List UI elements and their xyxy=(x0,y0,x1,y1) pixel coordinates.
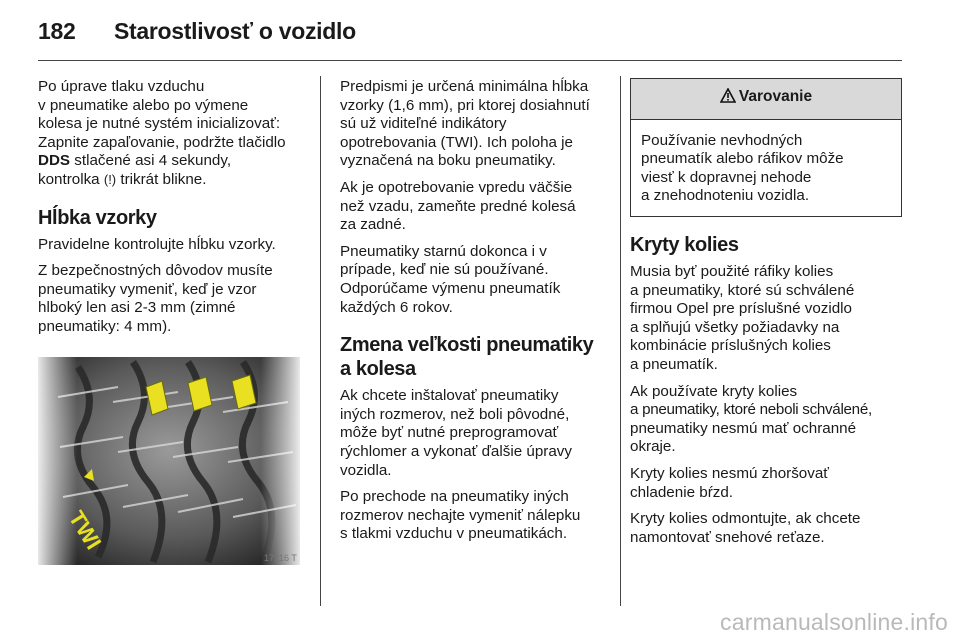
column-middle xyxy=(340,78,612,552)
text-line: opotrebovania (TWI). Ich poloha je xyxy=(340,133,573,151)
text-line: a splňujú všetky požiadavky na xyxy=(630,318,840,336)
page-number: 182 xyxy=(38,18,76,44)
heading-line: a kolesa xyxy=(340,358,416,381)
text-line: Kryty kolies odmontujte, ak chcete xyxy=(630,510,861,528)
text-line: Ak chcete inštalovať pneumatiky xyxy=(340,387,559,405)
figure-code: 17216 T xyxy=(264,552,297,563)
watermark: carmanualsonline.info xyxy=(720,609,948,635)
text-line: prípade, keď nie sú používané. xyxy=(340,261,549,279)
page-title: Starostlivosť o vozidlo xyxy=(114,18,356,44)
text-line: a pneumatiky, ktoré sú schválené xyxy=(630,281,855,299)
text-line: Ak je opotrebovanie vpredu väčšie xyxy=(340,178,573,196)
paragraph-unapproved xyxy=(630,383,902,457)
text-line: pneumatík alebo ráfikov môže xyxy=(641,150,844,168)
paragraph-replace xyxy=(38,262,310,336)
tire-pressure-warning-icon: (!) xyxy=(103,171,117,187)
text-line: Kryty kolies nesmú zhoršovať xyxy=(630,464,829,482)
paragraph-min-depth xyxy=(340,78,612,171)
dds-button-label: DDS xyxy=(38,152,71,170)
text-line: Z bezpečnostných dôvodov musíte xyxy=(38,262,273,280)
text-line: Predpismi je určená minimálna hĺbka xyxy=(340,78,589,95)
tire-tread-illustration xyxy=(38,357,300,565)
page-header xyxy=(38,18,356,45)
text-fragment: trikrát blikne. xyxy=(116,170,207,188)
twi-label: TWI xyxy=(63,505,107,554)
text-line: a znehodnoteniu vozidla. xyxy=(641,187,810,205)
text-line: okraje. xyxy=(630,438,676,456)
text-line: pneumatiky vymeniť, keď je vzor xyxy=(38,280,257,298)
paragraph-snow-chains xyxy=(630,510,902,547)
heading-line: Zmena veľkosti pneumatiky xyxy=(340,334,594,357)
text-line: a pneumatiky, ktoré neboli schválené, xyxy=(630,401,872,419)
text-line: vozidla. xyxy=(340,461,392,479)
header-rule xyxy=(38,60,902,61)
text-line: kolesa je nutné systém inicializovať: xyxy=(38,115,281,133)
text-line: kombinácie príslušných kolies xyxy=(630,337,831,355)
text-line: Musia byť použité ráfiky kolies xyxy=(630,262,834,280)
warning-title: Varovanie xyxy=(738,88,813,105)
heading-wheel-covers: Kryty kolies xyxy=(630,233,739,256)
text-line: Pneumatiky starnú dokonca i v xyxy=(340,242,547,260)
text-line: iných rozmerov, než boli pôvodné, xyxy=(340,405,570,423)
text-line: s tlakmi vzduchu v pneumatikách. xyxy=(340,525,568,543)
column-divider-left xyxy=(320,76,321,606)
text-line: každých 6 rokov. xyxy=(340,298,453,316)
paragraph-init xyxy=(38,78,310,190)
column-right xyxy=(630,78,902,555)
text-line: pneumatiky: 4 mm). xyxy=(38,317,172,335)
text-line: môže byť nutné preprogramovať xyxy=(340,424,559,442)
text-line: sú už viditeľné indikátory xyxy=(340,115,507,133)
column-left xyxy=(38,78,310,565)
text-line: vyznačená na boku pneumatiky. xyxy=(340,152,556,170)
paragraph-other-sizes xyxy=(340,387,612,480)
warning-triangle-icon xyxy=(720,88,736,109)
paragraph-approved xyxy=(630,263,902,375)
text-line: než vzadu, zameňte predné kolesá xyxy=(340,197,576,215)
text-line: namontovať snehové reťaze. xyxy=(630,528,825,546)
text-line: rozmerov nechajte vymeniť nálepku xyxy=(340,506,581,524)
text-line: a pneumatík. xyxy=(630,355,718,373)
paragraph-aging xyxy=(340,243,612,317)
text-line: vzorky (1,6 mm), pri ktorej dosiahnutí xyxy=(340,96,590,114)
text-line: viesť k dopravnej nehode xyxy=(641,168,812,186)
warning-body xyxy=(631,120,901,216)
text-line: Po prechode na pneumatiky iných xyxy=(340,488,569,506)
text-line: pneumatiky nesmú mať ochranné xyxy=(630,419,857,437)
text-fragment: stlačené asi 4 sekundy, xyxy=(70,152,232,170)
paragraph-pressure-label xyxy=(340,488,612,544)
text-line: chladenie bŕzd. xyxy=(630,483,734,501)
heading-tread-depth: Hĺbka vzorky xyxy=(38,206,157,229)
text-line: Po úprave tlaku vzduchu xyxy=(38,78,205,95)
text-line: v pneumatike alebo po výmene xyxy=(38,96,249,114)
warning-header xyxy=(631,79,901,120)
text-line: Používanie nevhodných xyxy=(641,131,803,149)
column-divider-right xyxy=(620,76,621,606)
paragraph-cooling xyxy=(630,465,902,502)
paragraph-swap-wheels xyxy=(340,179,612,235)
text-line: rýchlomer a vykonať ďalšie úpravy xyxy=(340,442,572,460)
text-line: hlboký len asi 2-3 mm (zimné xyxy=(38,299,236,317)
paragraph-check-depth: Pravidelne kontrolujte hĺbku vzorky. xyxy=(38,235,276,253)
text-line: za zadné. xyxy=(340,216,406,234)
text-line: Odporúčame výmenu pneumatík xyxy=(340,279,561,297)
heading-size-change xyxy=(340,333,612,381)
text-fragment: kontrolka xyxy=(38,170,104,188)
text-line: Zapnite zapaľovanie, podržte tlačidlo xyxy=(38,133,286,151)
warning-box xyxy=(630,78,902,217)
text-line: Ak používate kryty kolies xyxy=(630,382,798,400)
text-line: firmou Opel pre príslušné vozidlo xyxy=(630,300,853,318)
